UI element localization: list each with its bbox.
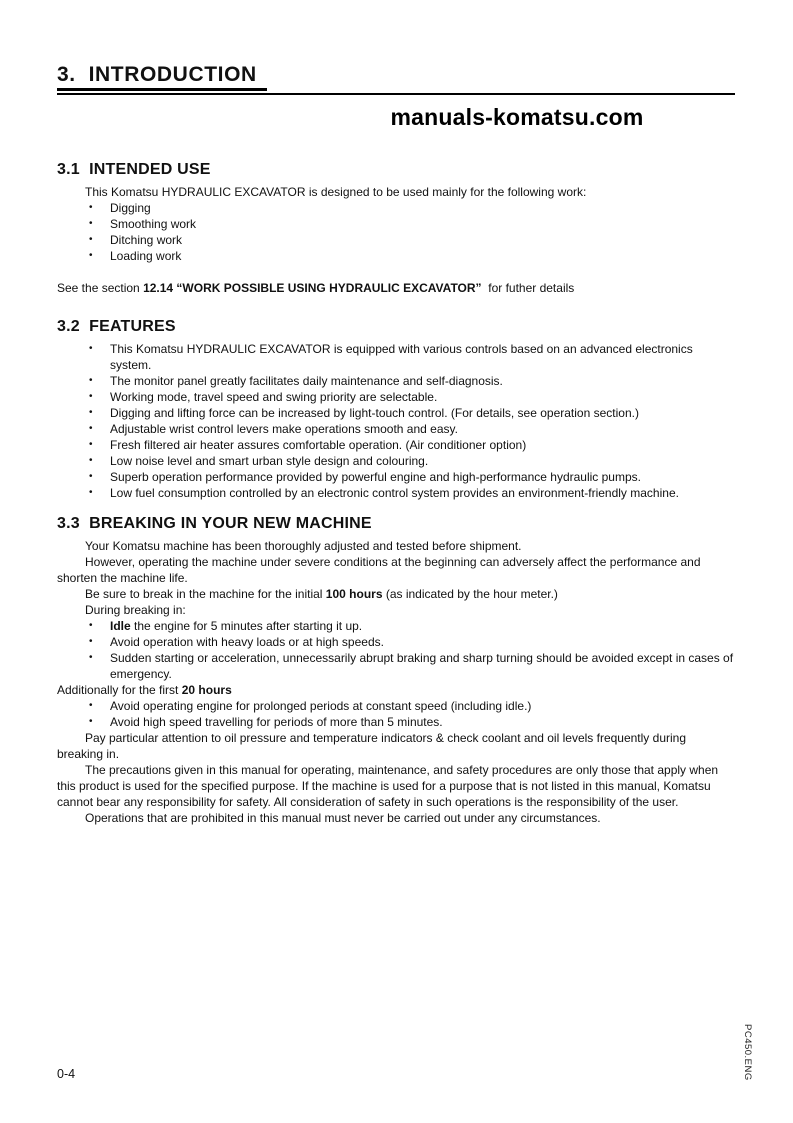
list-item: • This Komatsu HYDRAULIC EXCAVATOR is equipped with various controls based on an advanced electronics system. xyxy=(57,341,735,373)
breaking-in-paragraph: Operations that are prohibited in this manual must never be carried out under any circumstances. xyxy=(85,811,601,825)
list-item: • Avoid operating engine for prolonged periods at constant speed (including idle.) xyxy=(57,698,735,714)
features-list xyxy=(57,341,735,501)
page-title: 3. INTRODUCTION xyxy=(57,64,267,91)
breaking-in-list-1 xyxy=(57,618,735,682)
section-heading-features: 3.2 FEATURES xyxy=(57,318,176,335)
additionally-prefix: Additionally for the first xyxy=(57,683,182,697)
note-prefix: See the section xyxy=(57,281,144,295)
section-intended-use xyxy=(57,161,735,296)
watermark-text: manuals-komatsu.com xyxy=(390,104,644,130)
section-heading-intended-use: 3.1 INTENDED USE xyxy=(57,161,211,178)
breaking-in-paragraph: Pay particular attention to oil pressure and temperature indicators & check coolant and oil levels frequently during breaking in. xyxy=(57,731,687,761)
list-item: • Loading work xyxy=(57,248,735,264)
page-number: 0-4 xyxy=(57,1067,76,1081)
list-item: • Low fuel consumption controlled by an electronic control system provides an environment-friendly machine. xyxy=(57,485,735,501)
list-item: • Fresh filtered air heater assures comfortable operation. (Air conditioner option) xyxy=(57,437,735,453)
document-code-label: PC450.ENG xyxy=(742,1024,753,1081)
breaking-in-paragraph: During breaking in: xyxy=(85,603,186,617)
list-item: • The monitor panel greatly facilitates daily maintenance and self-diagnosis. xyxy=(57,373,735,389)
list-item: • Sudden starting or acceleration, unnecessarily abrupt braking and sharp turning should be avoided except in cases of emergency. xyxy=(57,650,735,682)
para-prefix: Be sure to break in the machine for the initial xyxy=(85,587,326,601)
additionally-line xyxy=(57,682,735,698)
title-block xyxy=(57,64,735,91)
breaking-in-paragraph: The precautions given in this manual for operating, maintenance, and safety procedures are only those that apply when this product is used for the specified purpose. If the machine is used for a purpose that is not listed in this manual, Komatsu cannot bear any responsibility for safety. All consideration of safety in such operations is the responsibility of the user. xyxy=(57,763,719,809)
section-heading-breaking-in: 3.3 BREAKING IN YOUR NEW MACHINE xyxy=(57,515,372,532)
intended-use-list xyxy=(57,200,735,264)
hours-20-bold: 20 hours xyxy=(181,683,232,697)
list-item: • Ditching work xyxy=(57,232,735,248)
breaking-in-paragraph xyxy=(57,586,735,602)
list-item: • Adjustable wrist control levers make operations smooth and easy. xyxy=(57,421,735,437)
note-suffix: for futher details xyxy=(481,281,575,295)
list-item xyxy=(57,618,735,634)
intended-use-intro: This Komatsu HYDRAULIC EXCAVATOR is designed to be used mainly for the following work: xyxy=(85,185,587,199)
list-item: • Avoid operation with heavy loads or at high speeds. xyxy=(57,634,735,650)
para-suffix: (as indicated by the hour meter.) xyxy=(382,587,558,601)
hours-100-bold: 100 hours xyxy=(325,587,383,601)
list-item: • Working mode, travel speed and swing priority are selectable. xyxy=(57,389,735,405)
list-item: • Superb operation performance provided by powerful engine and high-performance hydraulic pumps. xyxy=(57,469,735,485)
bullet-rest: the engine for 5 minutes after starting it up. xyxy=(130,619,363,633)
list-item: • Digging and lifting force can be increased by light-touch control. (For details, see operation section.) xyxy=(57,405,735,421)
list-item: • Avoid high speed travelling for periods of more than 5 minutes. xyxy=(57,714,735,730)
section-features xyxy=(57,318,735,501)
see-section-note xyxy=(57,280,735,296)
list-item: • Digging xyxy=(57,200,735,216)
list-item: • Low noise level and smart urban style design and colouring. xyxy=(57,453,735,469)
list-item: • Smoothing work xyxy=(57,216,735,232)
idle-bold: Idle xyxy=(110,619,131,633)
breaking-in-list-2 xyxy=(57,698,735,730)
breaking-in-paragraph: However, operating the machine under severe conditions at the beginning can adversely affect the performance and shorten the machine life. xyxy=(57,555,701,585)
section-breaking-in xyxy=(57,515,735,826)
title-rule xyxy=(57,93,735,95)
breaking-in-paragraph: Your Komatsu machine has been thoroughly adjusted and tested before shipment. xyxy=(85,539,522,553)
note-reference: 12.14 “WORK POSSIBLE USING HYDRAULIC EXCAVATOR” xyxy=(143,281,482,295)
